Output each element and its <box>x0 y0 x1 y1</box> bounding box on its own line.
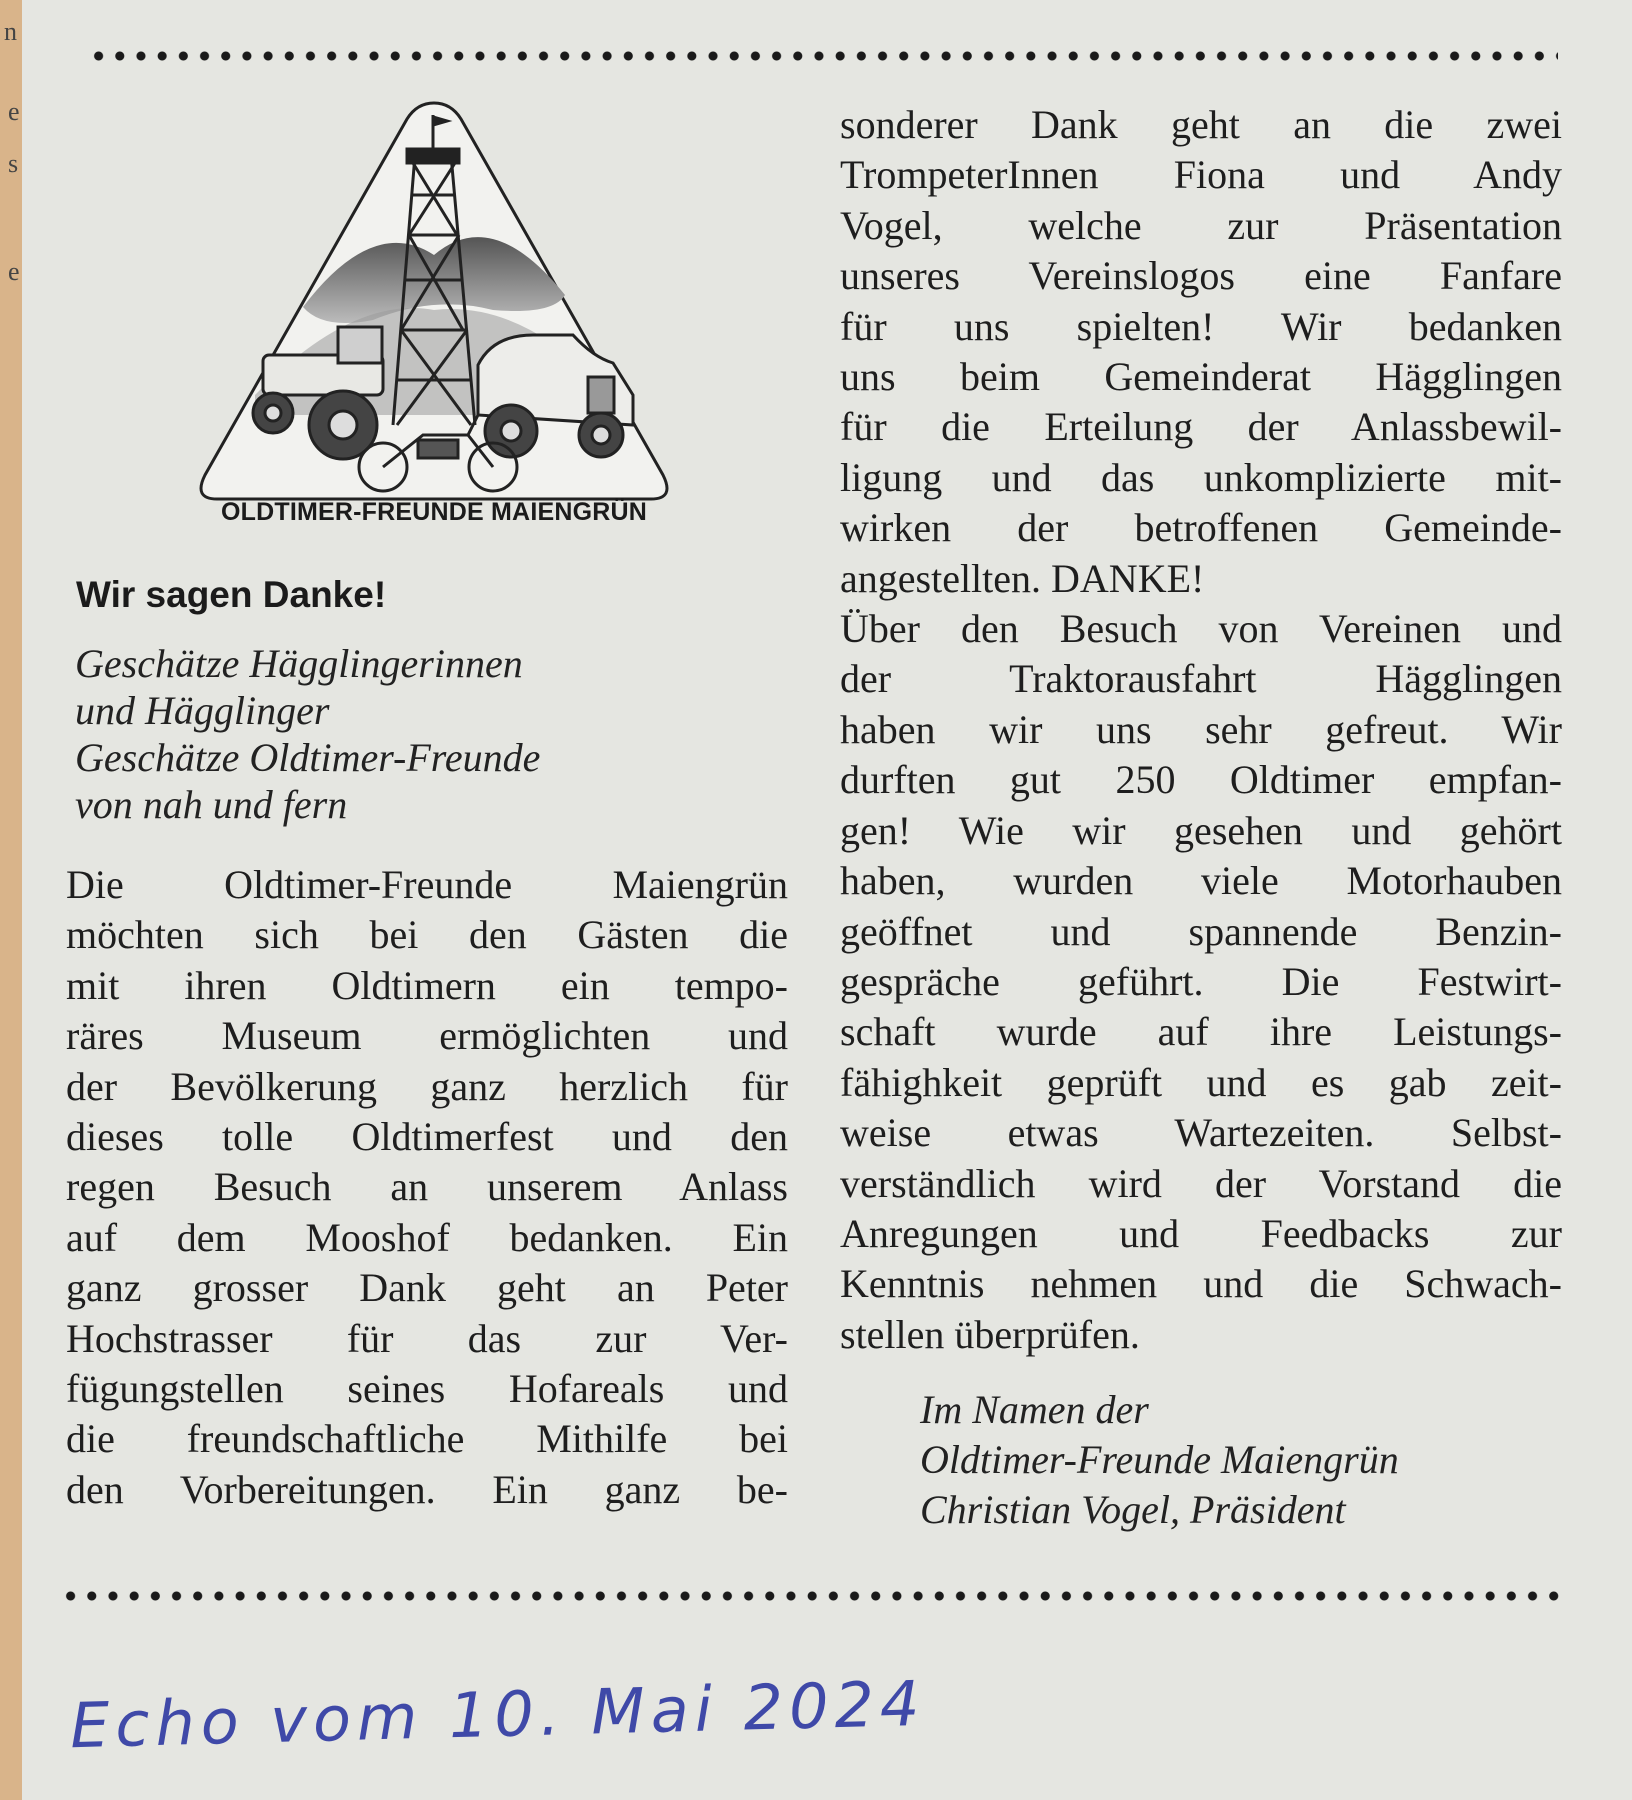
body-line: gespräche geführt. Die Festwirt- <box>840 958 1562 1004</box>
body-line: durften gut 250 Oldtimer empfan- <box>840 757 1562 803</box>
signature-line: Im Namen der <box>920 1387 1149 1432</box>
body-line: regen Besuch an unserem Anlass <box>66 1164 788 1210</box>
bottom-dotted-border <box>60 1590 1570 1602</box>
torn-edge-text-fragments <box>0 0 30 320</box>
handwritten-source-note: Echo vom 10. Mai 2024 <box>69 1666 927 1763</box>
body-line: Vogel, welche zur Präsentation <box>840 202 1562 248</box>
body-line: Die Oldtimer-Freunde Maiengrün <box>66 862 788 907</box>
signature-block <box>920 1385 1570 1535</box>
svg-text:s: s <box>8 149 19 178</box>
body-line: der Bevölkerung ganz herzlich für <box>66 1063 788 1109</box>
greeting-line: Geschätze Oldtimer-Freunde <box>75 735 541 780</box>
logo-caption: OLDTIMER-FREUNDE MAIENGRÜN <box>220 498 647 526</box>
page-title: Wir sagen Danke! <box>76 574 387 615</box>
signature-line: Oldtimer-Freunde Maiengrün <box>920 1437 1399 1482</box>
body-line: haben wir uns sehr gefreut. Wir <box>840 706 1562 752</box>
body-line: dieses tolle Oldtimerfest und den <box>66 1114 788 1160</box>
body-line: stellen überprüfen. <box>840 1311 1140 1357</box>
body-column-left <box>66 860 788 1515</box>
body-line: räres Museum ermöglichten und <box>66 1013 788 1059</box>
body-line: uns beim Gemeinderat Hägglingen <box>840 354 1562 400</box>
greeting <box>75 640 735 828</box>
body-line: auf dem Mooshof bedanken. Ein <box>66 1214 788 1260</box>
body-line: angestellten. DANKE! <box>840 555 1205 601</box>
body-line: gen! Wie wir gesehen und gehört <box>840 807 1562 853</box>
body-line: sonderer Dank geht an die zwei <box>840 102 1562 147</box>
body-line: die freundschaftliche Mithilfe bei <box>66 1416 788 1462</box>
body-line: fähighkeit geprüft und es gab zeit- <box>840 1059 1562 1105</box>
body-line: TrompeterInnen Fiona und Andy <box>840 152 1562 198</box>
body-line: weise etwas Wartezeiten. Selbst- <box>840 1110 1562 1156</box>
signature-line: Christian Vogel, Präsident <box>920 1487 1346 1532</box>
body-line: haben, wurden viele Motorhauben <box>840 858 1562 904</box>
body-line: schaft wurde auf ihre Leistungs- <box>840 1009 1562 1055</box>
body-line: geöffnet und spannende Benzin- <box>840 908 1562 954</box>
body-line: Über den Besuch von Vereinen und <box>840 606 1562 652</box>
body-column-right <box>840 100 1562 1360</box>
body-line: Kenntnis nehmen und die Schwach- <box>840 1261 1562 1307</box>
greeting-line: von nah und fern <box>75 782 348 827</box>
body-line: den Vorbereitungen. Ein ganz be- <box>66 1466 788 1512</box>
body-line: wirken der betroffenen Gemeinde- <box>840 505 1562 551</box>
top-dotted-border <box>88 50 1558 62</box>
svg-text:e: e <box>8 257 20 286</box>
body-line: ligung und das unkomplizierte mit- <box>840 454 1562 500</box>
greeting-line: und Hägglinger <box>75 688 330 733</box>
body-line: möchten sich bei den Gästen die <box>66 912 788 958</box>
body-line: fügungstellen seines Hofareals und <box>66 1366 788 1412</box>
body-line: für uns spielten! Wir bedanken <box>840 303 1562 349</box>
body-line: verständlich wird der Vorstand die <box>840 1160 1562 1206</box>
body-line: Anregungen und Feedbacks zur <box>840 1210 1562 1256</box>
body-line: für die Erteilung der Anlassbewil- <box>840 404 1562 450</box>
svg-text:e: e <box>8 97 20 126</box>
body-line: Hochstrasser für das zur Ver- <box>66 1315 788 1361</box>
body-line: unseres Vereinslogos eine Fanfare <box>840 253 1562 299</box>
body-line: der Traktorausfahrt Hägglingen <box>840 656 1562 702</box>
body-line: mit ihren Oldtimern ein tempo- <box>66 962 788 1008</box>
greeting-line: Geschätze Hägglingerinnen <box>75 641 523 686</box>
club-logo <box>193 95 675 557</box>
svg-text:n: n <box>4 17 17 46</box>
body-line: ganz grosser Dank geht an Peter <box>66 1265 788 1311</box>
